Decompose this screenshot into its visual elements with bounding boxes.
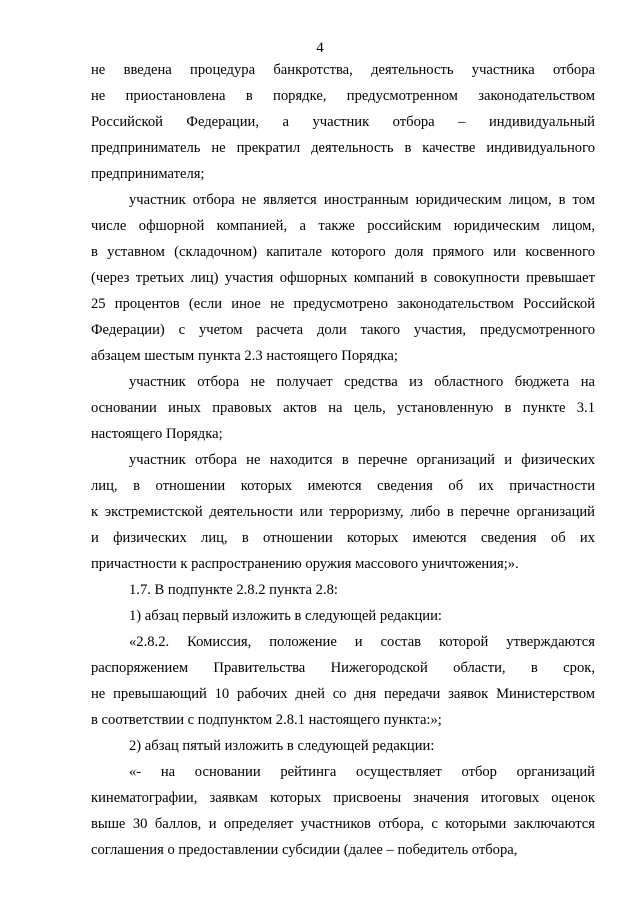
text-line: причастности к распространению оружия массового уничтожения;». [91, 556, 519, 572]
text-line: 1) абзац первый изложить в следующей редакции: [129, 608, 442, 624]
text-line: не превышающий 10 рабочих дней со дня передачи заявок Министерством [91, 686, 595, 702]
text-line: участник отбора не находится в перечне организаций и физических [129, 452, 595, 468]
text-line: (через третьих лиц) участия офшорных компаний в совокупности превышает [91, 270, 595, 286]
text-line: и физических лиц, в отношении которых имеются сведения об их [91, 530, 595, 546]
text-line: распоряжением Правительства Нижегородской области, в срок, [91, 660, 595, 676]
paragraph [91, 603, 595, 629]
text-line: предприниматель не прекратил деятельность в качестве индивидуального [91, 140, 595, 156]
text-line: кинематографии, заявкам которых присвоены значения итоговых оценок [91, 790, 595, 806]
text-line: лиц, в отношении которых имеются сведения об их причастности [91, 478, 595, 494]
paragraph [91, 187, 595, 369]
text-line: основании иных правовых актов на цель, установленную в пункте 3.1 [91, 400, 595, 416]
text-line: в уставном (складочном) капитале которого доля прямого или косвенного [91, 244, 595, 260]
text-line: числе офшорной компанией, а также российским юридическим лицом, [91, 218, 595, 234]
paragraph [91, 759, 595, 863]
text-line: Федерации) с учетом расчета доли такого участия, предусмотренного [91, 322, 595, 338]
text-line: не приостановлена в порядке, предусмотренном законодательством [91, 88, 595, 104]
text-line: 25 процентов (если иное не предусмотрено законодательством Российской [91, 296, 595, 312]
text-line: участник отбора не получает средства из областного бюджета на [129, 374, 595, 390]
document-body [91, 57, 595, 863]
text-line: к экстремистской деятельности или терроризму, либо в перечне организаций [91, 504, 595, 520]
text-line: не введена процедура банкротства, деятельность участника отбора [91, 62, 595, 78]
text-line: абзацем шестым пункта 2.3 настоящего Порядка; [91, 348, 398, 364]
paragraph [91, 733, 595, 759]
text-line: соглашения о предоставлении субсидии (далее – победитель отбора, [91, 842, 518, 858]
text-line: выше 30 баллов, и определяет участников отбора, с которыми заключаются [91, 816, 595, 832]
text-line: «2.8.2. Комиссия, положение и состав которой утверждаются [129, 634, 595, 650]
paragraph [91, 447, 595, 577]
text-line: «- на основании рейтинга осуществляет отбор организаций [129, 764, 595, 780]
text-line: в соответствии с подпунктом 2.8.1 настоящего пункта:»; [91, 712, 442, 728]
paragraph [91, 577, 595, 603]
paragraph [91, 57, 595, 187]
text-line: предпринимателя; [91, 166, 205, 182]
page-number: 4 [316, 40, 324, 56]
text-line: 2) абзац пятый изложить в следующей редакции: [129, 738, 435, 754]
paragraph [91, 369, 595, 447]
text-line: Российской Федерации, а участник отбора – индивидуальный [91, 114, 595, 130]
text-line: настоящего Порядка; [91, 426, 223, 442]
paragraph [91, 629, 595, 733]
text-line: участник отбора не является иностранным юридическим лицом, в том [129, 192, 595, 208]
text-line: 1.7. В подпункте 2.8.2 пункта 2.8: [129, 582, 338, 598]
